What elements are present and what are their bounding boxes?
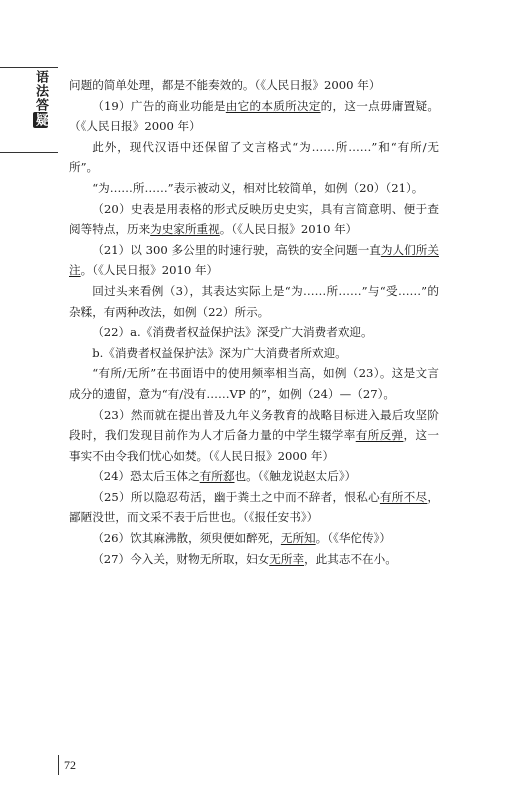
paragraph [69,75,439,96]
text-run: （27）今入关，财物无所取，妇女 [92,551,270,566]
paragraph [69,137,439,178]
page-number: 72 [64,758,76,772]
underlined-example-phrase: 无所幸 [269,551,305,566]
paragraph [69,528,439,549]
text-run: （21）以 300 多公里的时速行驶，高铁的安全问题一直 [92,242,381,257]
text-run: （23）然而就在提出普及九年义务教育的战略目标进入最后攻坚阶段时，我们发现目前作为人才后备力量的中学生辍学率 [69,407,439,443]
text-run: 问题的简单处理，都是不能奏效的。（《人民日报》2000 年） [69,78,381,92]
text-run: 的，这一点毋庸置疑。（《人民日报》2000 年） [69,98,439,134]
text-run: 此外，现代汉语中还保留了文言格式“为……所……”和“有所/无所”。 [69,139,439,175]
chapter-title-vertical [28,70,48,128]
text-run: （26）饮其麻沸散，须臾便如醉死， [92,531,281,546]
paragraph [69,487,439,528]
underlined-example-phrase: 有所郄 [199,469,235,484]
paragraph [69,466,439,487]
text-run: 。（《人民日报》2010 年） [219,222,358,237]
text-run: ，这一事实不由令我们忧心如焚。（《人民日报》2000 年） [69,428,439,463]
paragraph [69,343,439,364]
text-run: ，此其志不在小。 [304,551,397,566]
chapter-title-last-char: 疑 [33,113,48,127]
text-run: （19）广告的商业功能是 [92,98,226,113]
paragraph [69,199,439,240]
text-run: b.《消费者权益保护法》深为广大消费者所欢迎。 [92,345,347,360]
text-run: 回过头来看例（3），其表达实际上是“为……所……”与“受……”的杂糅，有两种改法，如例（22）所示。 [69,283,439,319]
side-tab-top-rule [0,67,58,68]
paragraph [69,405,439,467]
underlined-example-phrase: 有所反弹 [355,428,404,443]
text-run: 。（《人民日报》2010 年） [80,263,219,278]
underlined-example-phrase: 有所不尽 [379,489,428,504]
paragraph [69,96,439,137]
paragraph [69,178,439,199]
paragraph [69,281,439,322]
text-run: “为……所……”表示被动义，相对比较简单，如例（20）（21）。 [92,180,424,195]
underlined-example-phrase: 由它的本质所决定 [225,98,321,113]
page-body [69,75,439,569]
side-tab-bottom-rule [0,152,58,153]
text-run: （20）史表是用表格的形式反映历史史实，具有言简意明、便于查阅等特点，历来 [69,201,439,237]
text-run: （25）所以隐忍苟活，幽于粪土之中而不辞者，恨私心 [92,489,380,504]
paragraph [69,322,439,343]
text-run: ，鄙陋没世，而文采不表于后世也。（《报任安书》） [69,489,439,525]
paragraph [69,363,439,404]
chapter-title-chars: 语法答 [33,70,48,112]
text-run: 也。（《触龙说赵太后》） [234,469,357,484]
text-run: 。（《华佗传》） [315,531,392,546]
paragraph [69,240,439,281]
paragraph [69,549,439,570]
underlined-example-phrase: 为人们所关注 [69,242,439,278]
text-run: （24）恐太后玉体之 [92,469,200,484]
page-number-rule [58,755,59,775]
text-run: “有所/无所”在书面语中的使用频率相当高，如例（23）。这是文言成分的遗留，意为“有/没有……VP 的”，如例（24）—（27）。 [69,366,439,401]
text-run: （22）a.《消费者权益保护法》深受广大消费者欢迎。 [92,325,373,340]
underlined-example-phrase: 无所知 [280,531,316,546]
underlined-example-phrase: 为史家所重视 [150,222,220,237]
